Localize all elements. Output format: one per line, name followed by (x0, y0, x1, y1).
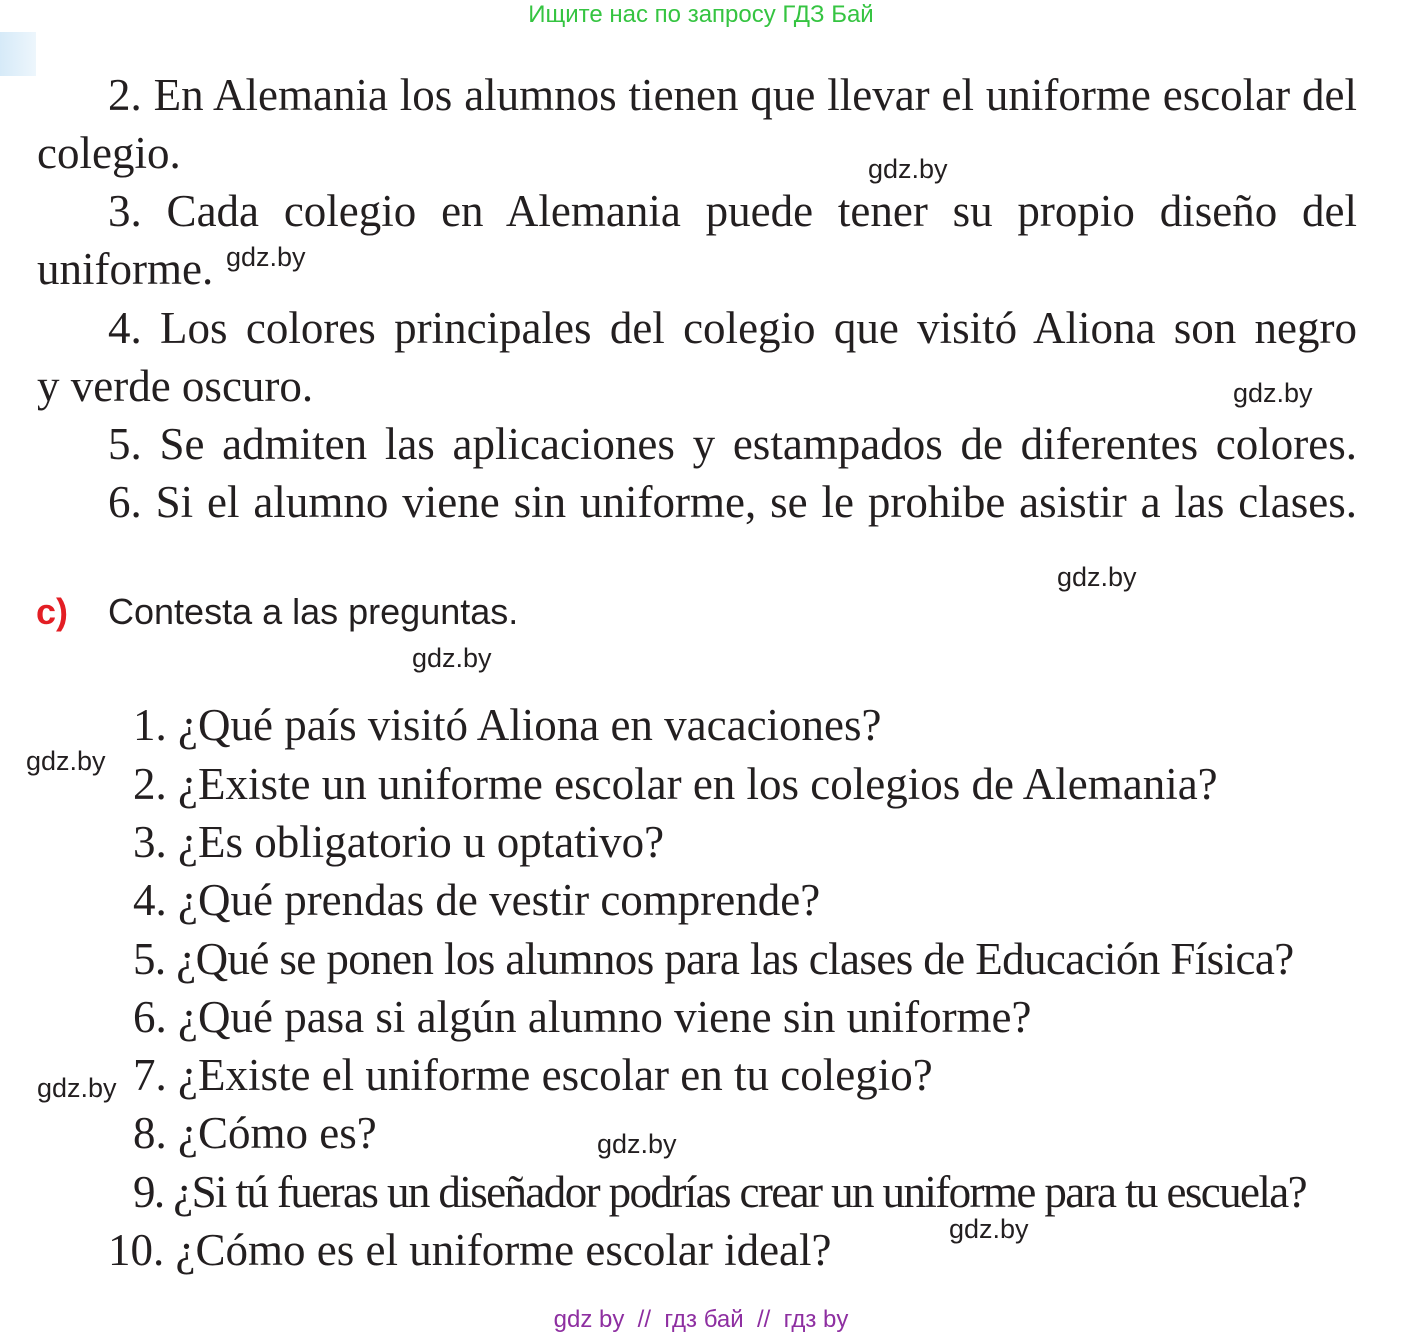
watermark: gdz.by (26, 746, 106, 776)
watermark: gdz.by (412, 643, 492, 673)
question-4: 4. ¿Qué prendas de vestir comprende? (133, 875, 821, 925)
statement-5: 5. Se admiten las aplicaciones y estampados de diferentes colores. (108, 419, 1357, 469)
question-10: 10. ¿Cómo es el uniforme escolar ideal? (108, 1225, 832, 1275)
statement-4-line-1: 4. Los colores principales del colegio que visitó Aliona son negro (108, 303, 1357, 353)
footer-banner: gdz by // гдз бай // гдз by (553, 1306, 849, 1333)
question-3: 3. ¿Es obligatorio u optativo? (133, 817, 665, 867)
watermark: gdz.by (597, 1129, 677, 1159)
watermark: gdz.by (1057, 562, 1137, 592)
section-letter: c) (36, 591, 69, 632)
corner-decoration (0, 32, 36, 76)
statement-2-line-2: colegio. (37, 128, 181, 178)
question-5: 5. ¿Qué se ponen los alumnos para las clases de Educación Física? (133, 934, 1294, 984)
question-1: 1. ¿Qué país visitó Aliona en vacaciones? (133, 700, 882, 750)
statement-4-line-2: y verde oscuro. (37, 361, 314, 411)
statement-3-line-1: 3. Cada colegio en Alemania puede tener su propio diseño del (108, 186, 1357, 236)
watermark: gdz.by (1233, 378, 1313, 408)
question-6: 6. ¿Qué pasa si algún alumno viene sin uniforme? (133, 992, 1032, 1042)
statement-6: 6. Si el alumno viene sin uniforme, se le prohibe asistir a las clases. (108, 477, 1357, 527)
statement-3-line-2: uniforme. (37, 244, 214, 294)
statement-2-line-1: 2. En Alemania los alumnos tienen que llevar el uniforme escolar del (108, 70, 1357, 120)
watermark: gdz.by (868, 154, 948, 184)
header-banner: Ищите нас по запросу ГДЗ Бай (528, 1, 874, 28)
watermark: gdz.by (226, 242, 306, 272)
question-9: 9. ¿Si tú fueras un diseñador podrías crear un uniforme para tu escuela? (133, 1167, 1307, 1217)
question-8: 8. ¿Cómo es? (133, 1108, 377, 1158)
watermark: gdz.by (37, 1073, 117, 1103)
question-7: 7. ¿Existe el uniforme escolar en tu colegio? (133, 1050, 933, 1100)
question-2: 2. ¿Existe un uniforme escolar en los colegios de Alemania? (133, 759, 1218, 809)
section-instruction: Contesta a las preguntas. (108, 591, 519, 632)
watermark: gdz.by (949, 1214, 1029, 1244)
section-c-heading (36, 590, 518, 634)
